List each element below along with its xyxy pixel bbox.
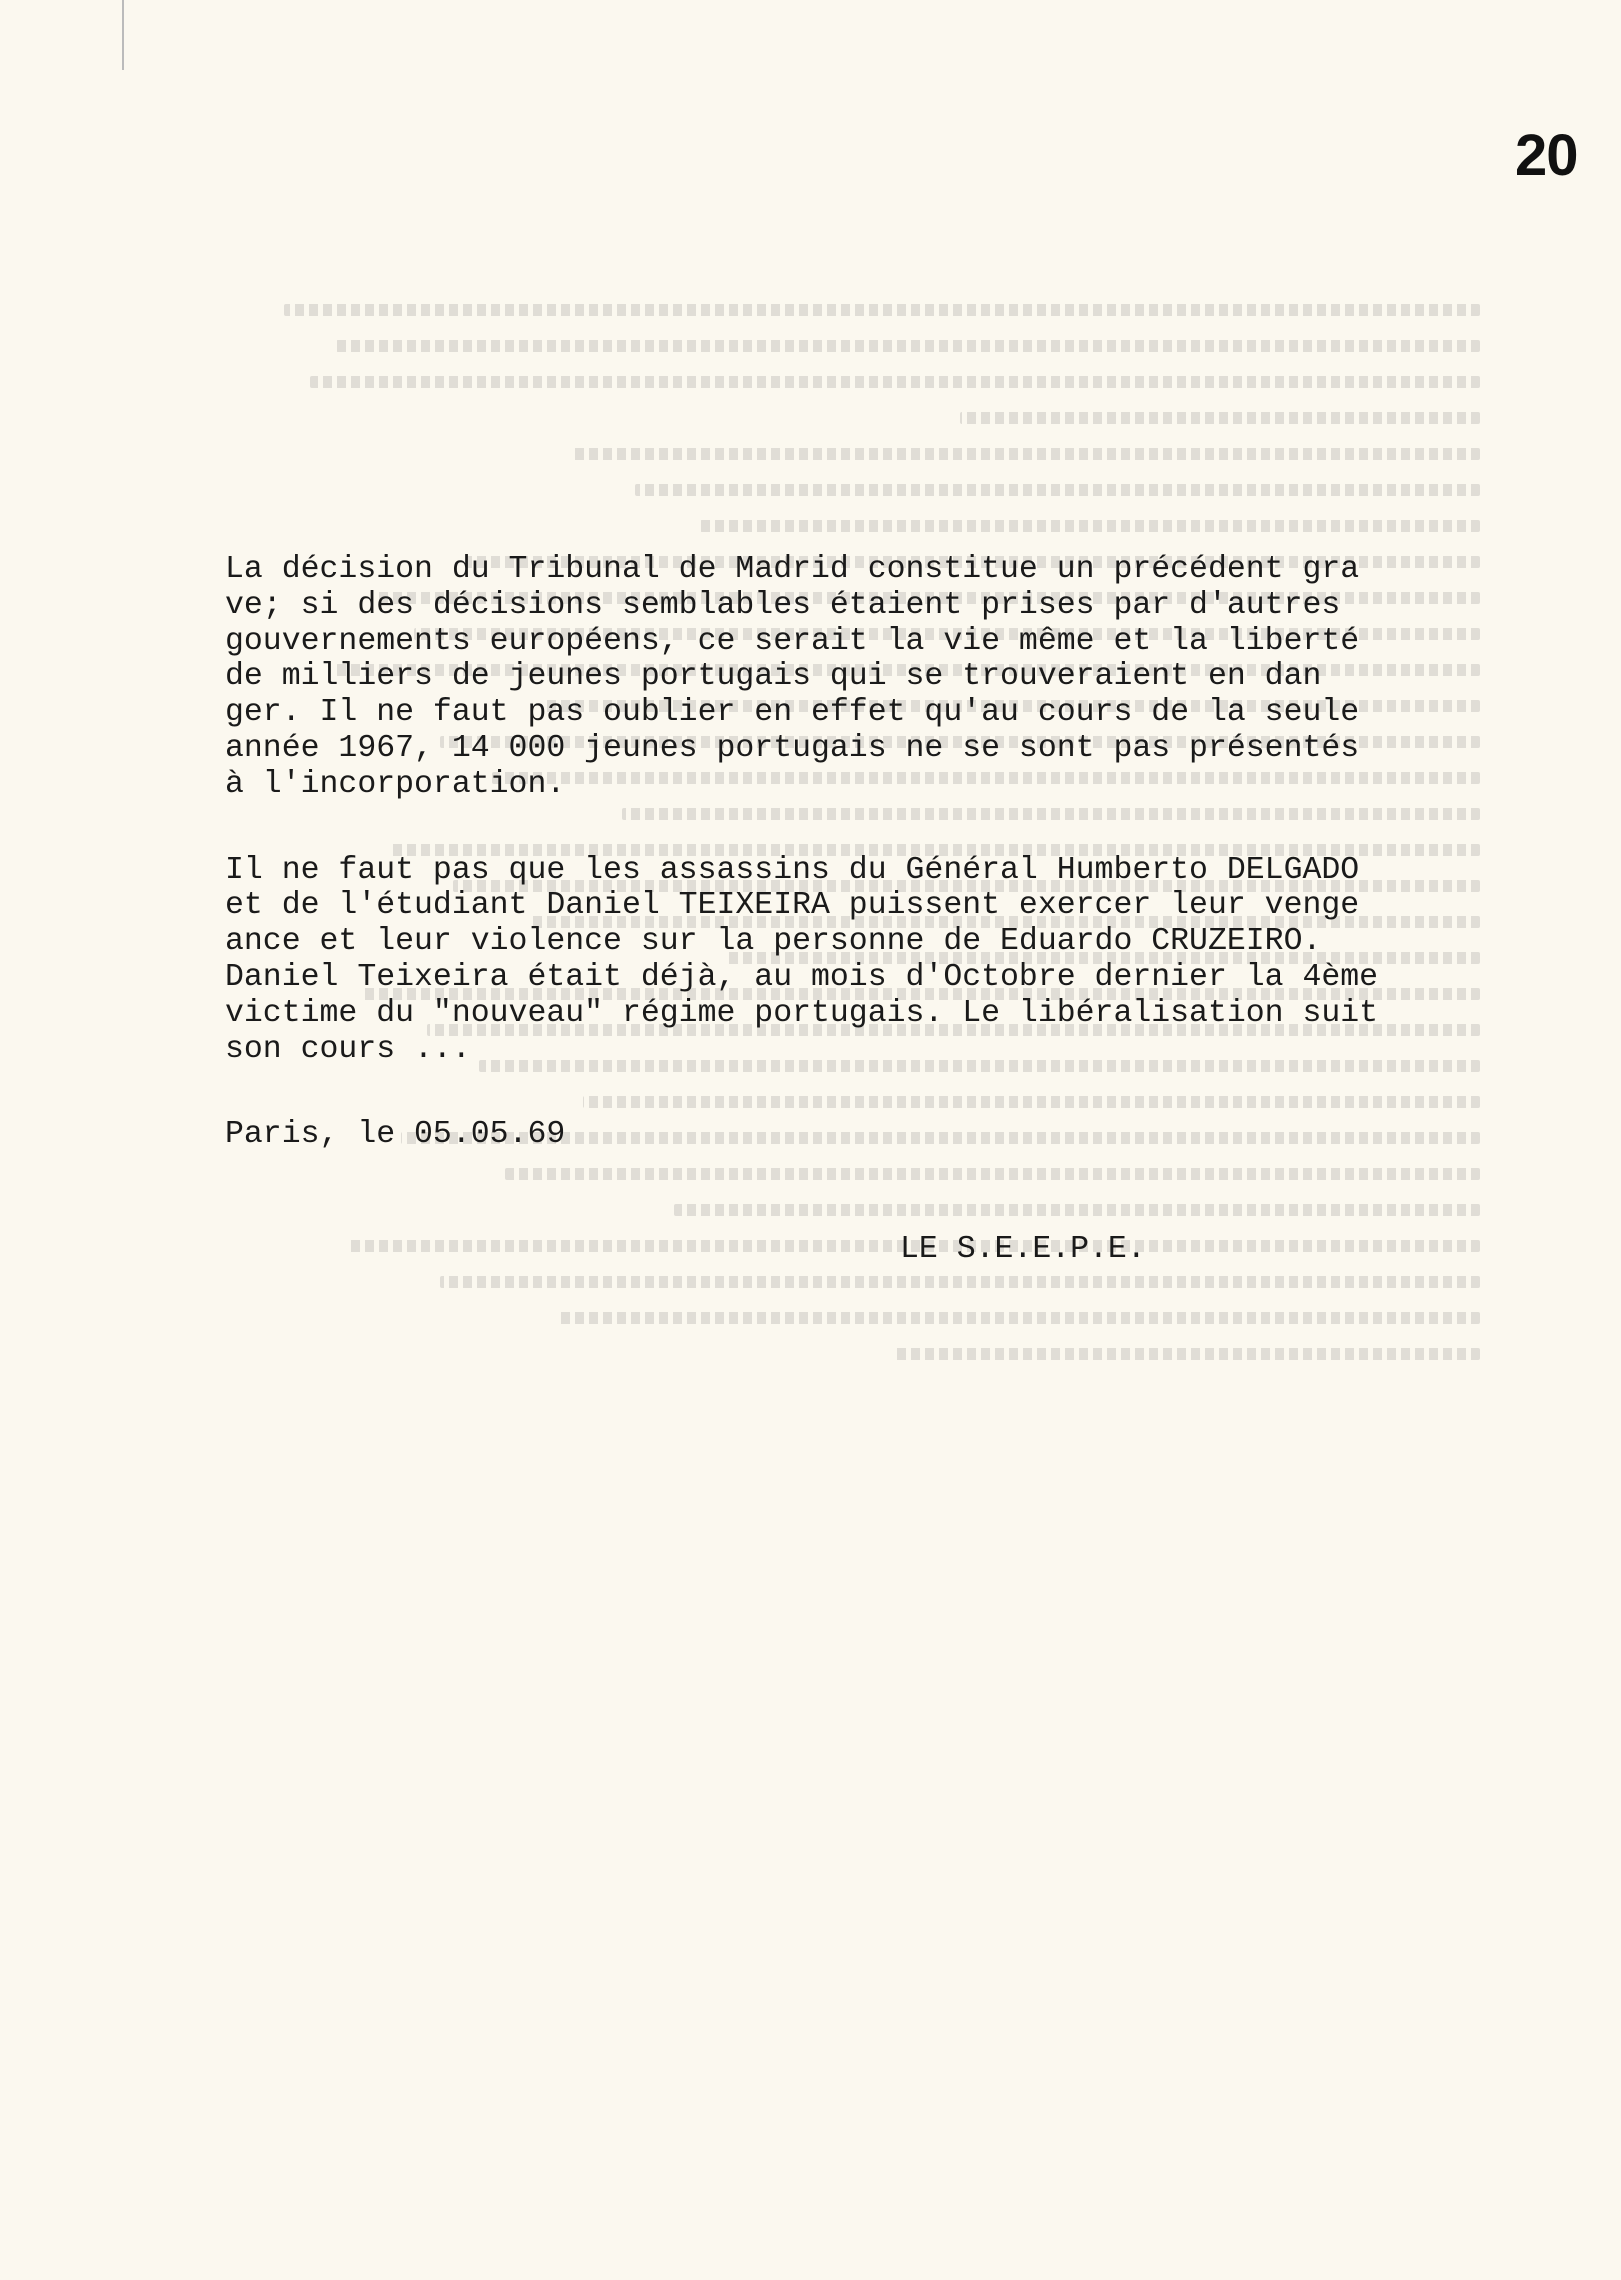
text-line: Daniel Teixeira était déjà, au mois d'Octobre dernier la 4ème [225,959,1379,995]
text-line: ger. Il ne faut pas oublier en effet qu'au cours de la seule [225,695,1360,731]
text-line: et de l'étudiant Daniel TEIXEIRA puissent exercer leur venge [225,888,1360,924]
margin-mark [122,0,124,70]
text-line: La décision du Tribunal de Madrid constitue un précédent gra [225,552,1360,587]
paragraph-tribunal-decision [225,552,1465,803]
date-text: Paris, le 05.05.69 [225,1117,566,1153]
date-line [225,1117,1465,1153]
paragraph-assassins [225,853,1465,1068]
text-line: victime du "nouveau" régime portugais. Le libéralisation suit [225,995,1379,1031]
text-line: Il ne faut pas que les assassins du Général Humberto DELGADO [225,852,1360,888]
text-line: année 1967, 14 000 jeunes portugais ne se sont pas présentés [225,730,1360,766]
letter-body [225,552,1465,1153]
text-line: ve; si des décisions semblables étaient prises par d'autres [225,587,1341,623]
text-line: de milliers de jeunes portugais qui se trouveraient en dan [225,659,1322,695]
signature: LE S.E.E.P.E. [900,1232,1146,1267]
text-line: ance et leur violence sur la personne de Eduardo CRUZEIRO. [225,924,1322,960]
text-line: son cours ... [225,1031,471,1067]
text-line: à l'incorporation. [225,766,566,802]
page-number: 20 [1515,123,1578,188]
text-line: gouvernements européens, ce serait la vie même et la liberté [225,623,1360,659]
